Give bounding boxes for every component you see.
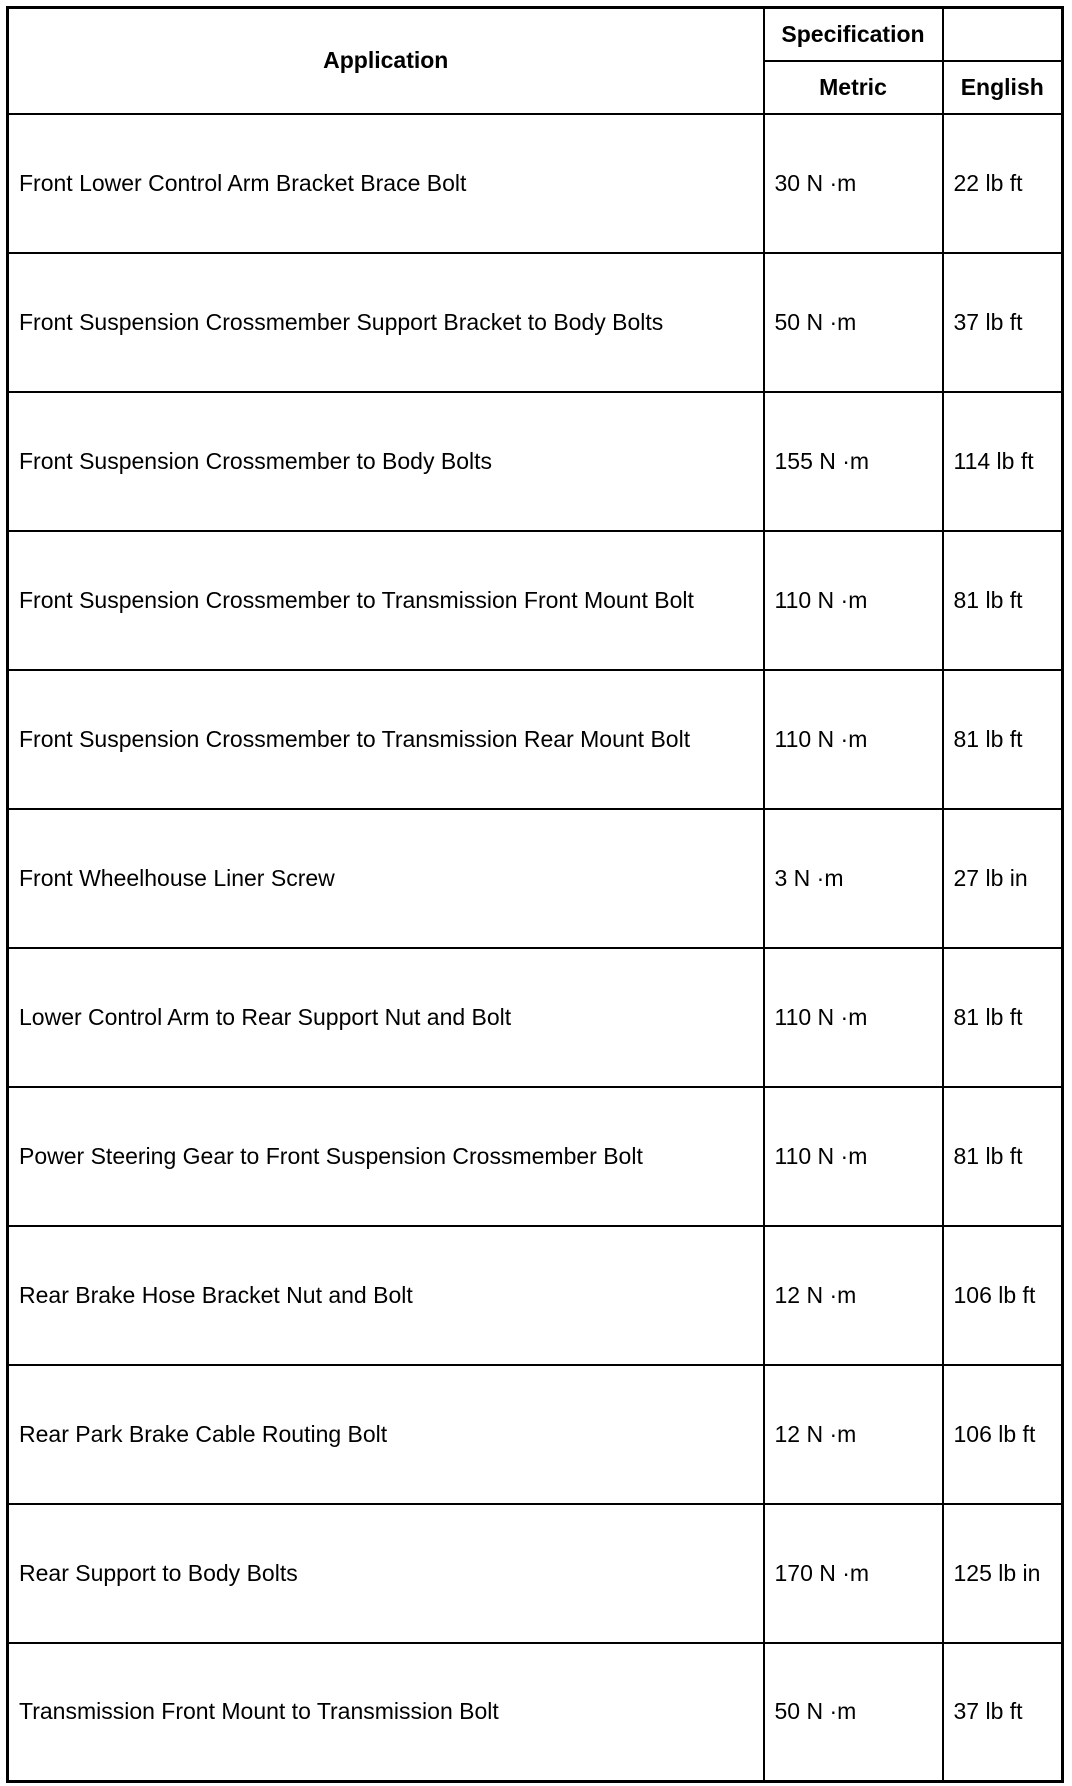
table-row xyxy=(8,392,1063,531)
table-row xyxy=(8,1365,1063,1504)
english-cell: 114 lb ft xyxy=(943,392,1063,531)
table-row xyxy=(8,809,1063,948)
table-row xyxy=(8,1226,1063,1365)
application-cell: Transmission Front Mount to Transmission Bolt xyxy=(8,1643,764,1782)
english-cell: 81 lb ft xyxy=(943,531,1063,670)
english-cell: 37 lb ft xyxy=(943,253,1063,392)
application-cell: Front Suspension Crossmember Support Bracket to Body Bolts xyxy=(8,253,764,392)
table-row xyxy=(8,1643,1063,1782)
blank-header-cell xyxy=(943,8,1063,61)
metric-cell: 110 N ·m xyxy=(764,670,943,809)
english-cell: 106 lb ft xyxy=(943,1365,1063,1504)
english-cell: 22 lb ft xyxy=(943,114,1063,253)
english-cell: 106 lb ft xyxy=(943,1226,1063,1365)
table-row xyxy=(8,948,1063,1087)
application-cell: Power Steering Gear to Front Suspension Crossmember Bolt xyxy=(8,1087,764,1226)
metric-cell: 50 N ·m xyxy=(764,1643,943,1782)
table-row xyxy=(8,531,1063,670)
table-row xyxy=(8,114,1063,253)
table-row xyxy=(8,1087,1063,1226)
metric-cell: 170 N ·m xyxy=(764,1504,943,1643)
table-row xyxy=(8,670,1063,809)
application-cell: Rear Support to Body Bolts xyxy=(8,1504,764,1643)
metric-cell: 12 N ·m xyxy=(764,1226,943,1365)
table-row xyxy=(8,253,1063,392)
application-cell: Rear Brake Hose Bracket Nut and Bolt xyxy=(8,1226,764,1365)
english-cell: 125 lb in xyxy=(943,1504,1063,1643)
metric-cell: 30 N ·m xyxy=(764,114,943,253)
metric-cell: 50 N ·m xyxy=(764,253,943,392)
application-header: Application xyxy=(8,8,764,114)
english-cell: 27 lb in xyxy=(943,809,1063,948)
specification-header: Specification xyxy=(764,8,943,61)
metric-cell: 155 N ·m xyxy=(764,392,943,531)
application-cell: Front Suspension Crossmember to Transmission Front Mount Bolt xyxy=(8,531,764,670)
english-header: English xyxy=(943,61,1063,114)
application-cell: Front Suspension Crossmember to Body Bolts xyxy=(8,392,764,531)
application-cell: Lower Control Arm to Rear Support Nut and Bolt xyxy=(8,948,764,1087)
english-cell: 81 lb ft xyxy=(943,1087,1063,1226)
metric-cell: 3 N ·m xyxy=(764,809,943,948)
fastener-torque-table xyxy=(6,6,1064,1783)
english-cell: 81 lb ft xyxy=(943,670,1063,809)
application-cell: Rear Park Brake Cable Routing Bolt xyxy=(8,1365,764,1504)
metric-cell: 110 N ·m xyxy=(764,531,943,670)
metric-cell: 110 N ·m xyxy=(764,1087,943,1226)
application-cell: Front Lower Control Arm Bracket Brace Bolt xyxy=(8,114,764,253)
table-row xyxy=(8,1504,1063,1643)
english-cell: 37 lb ft xyxy=(943,1643,1063,1782)
application-cell: Front Suspension Crossmember to Transmission Rear Mount Bolt xyxy=(8,670,764,809)
metric-cell: 110 N ·m xyxy=(764,948,943,1087)
english-cell: 81 lb ft xyxy=(943,948,1063,1087)
application-cell: Front Wheelhouse Liner Screw xyxy=(8,809,764,948)
table-body xyxy=(8,114,1063,1782)
metric-header: Metric xyxy=(764,61,943,114)
header-row-top xyxy=(8,8,1063,61)
metric-cell: 12 N ·m xyxy=(764,1365,943,1504)
